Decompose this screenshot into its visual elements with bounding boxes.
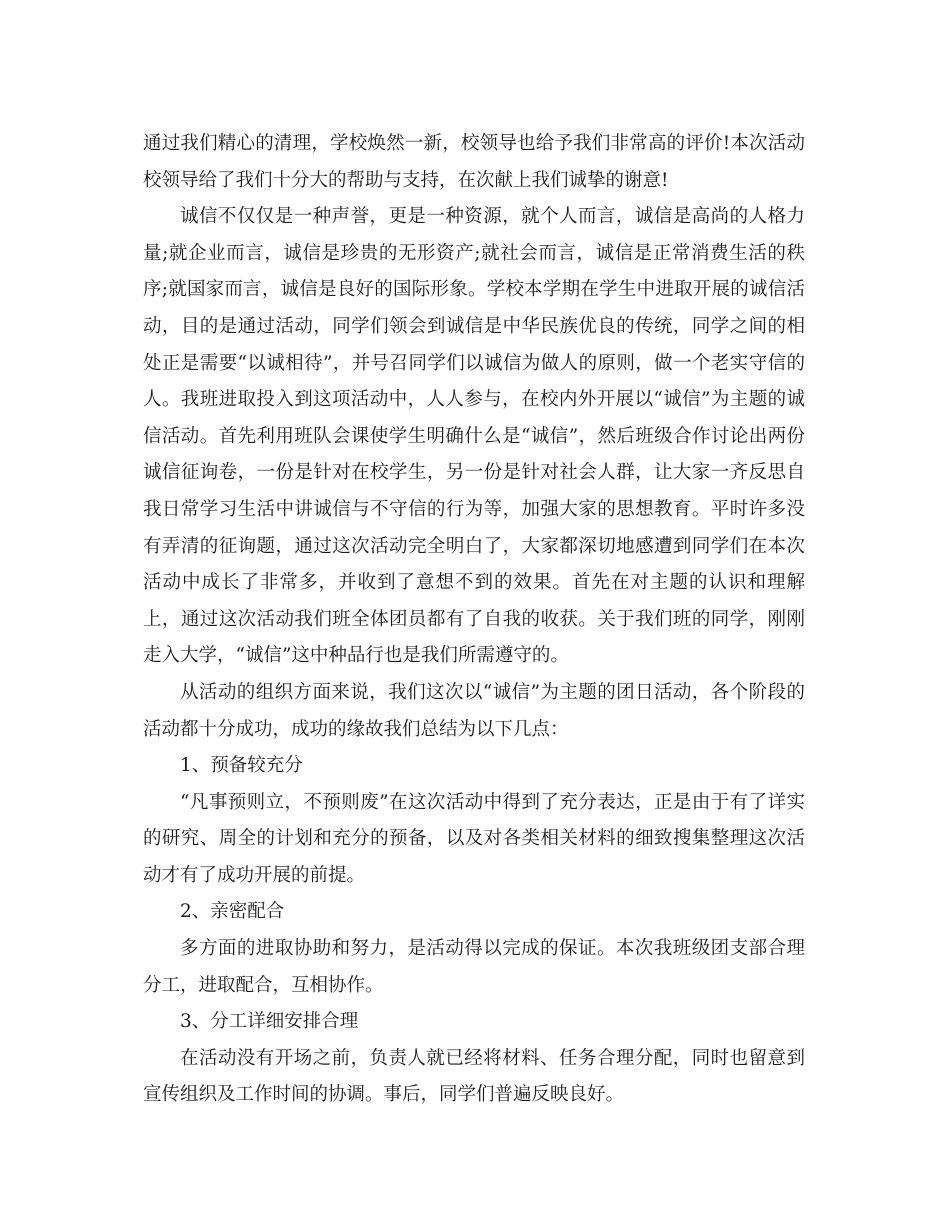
paragraph-division-of-work: 在活动没有开场之前，负责人就已经将材料、任务合理分配，同时也留意到宣传组织及工作时间的协调。事后，同学们普遍反映良好。 (143, 1047, 805, 1106)
document-body (143, 126, 805, 1114)
section-heading-preparation: 1、预备较充分 (180, 755, 303, 777)
paragraph-cooperation: 多方面的进取协助和努力，是活动得以完成的保证。本次我班级团支部合理分工，进取配合，互相协作。 (143, 938, 805, 996)
paragraph-preparation: “凡事预则立，不预则废”在这次活动中得到了充分表达，正是由于有了详实的研究、周全的计划和充分的预备，以及对各类相关材料的细致搜集整理这次活动才有了成功开展的前提。 (143, 791, 805, 886)
paragraph-integrity: 诚信不仅仅是一种声誉，更是一种资源，就个人而言，诚信是高尚的人格力量;就企业而言，诚信是珍贵的无形资产;就社会而言，诚信是正常消费生活的秩序;就国家而言，诚信是良好的国际形象。学校本学期在学生中进取开展的诚信活动，目的是通过活动，同学们领会到诚信是中华民族优良的传统，同学之间的相处正是需要“以诚相待”，并号召同学们以诚信为做人的原则，做一个老实守信的人。我班进取投入到这项活动中，人人参与，在校内外开展以“诚信”为主题的诚信活动。首先利用班队会课使学生明确什么是“诚信”，然后班级合作讨论出两份诚信征询卷，一份是针对在校学生，另一份是针对社会人群，让大家一齐反思自我日常学习生活中讲诚信与不守信的行为等，加强大家的思想教育。平时许多没有弄清的征询题，通过这次活动完全明白了，大家都深切地感遭到同学们在本次活动中成长了非常多，并收到了意想不到的效果。首先在对主题的认识和理解上，通过这次活动我们班全体团员都有了自我的收获。关于我们班的同学，刚刚走入大学，“诚信”这中种品行也是我们所需遵守的。 (143, 206, 805, 667)
section-heading-cooperation: 2、亲密配合 (180, 901, 285, 923)
section-heading-division-of-work: 3、分工详细安排合理 (180, 1011, 359, 1033)
paragraph-organization: 从活动的组织方面来说，我们这次以“诚信”为主题的团日活动，各个阶段的活动都十分成功，成功的缘故我们总结为以下几点： (143, 681, 805, 740)
paragraph-continuation: 通过我们精心的清理，学校焕然一新，校领导也给予我们非常高的评价!本次活动校领导给了我们十分大的帮助与支持，在次献上我们诚挚的谢意! (143, 133, 805, 191)
